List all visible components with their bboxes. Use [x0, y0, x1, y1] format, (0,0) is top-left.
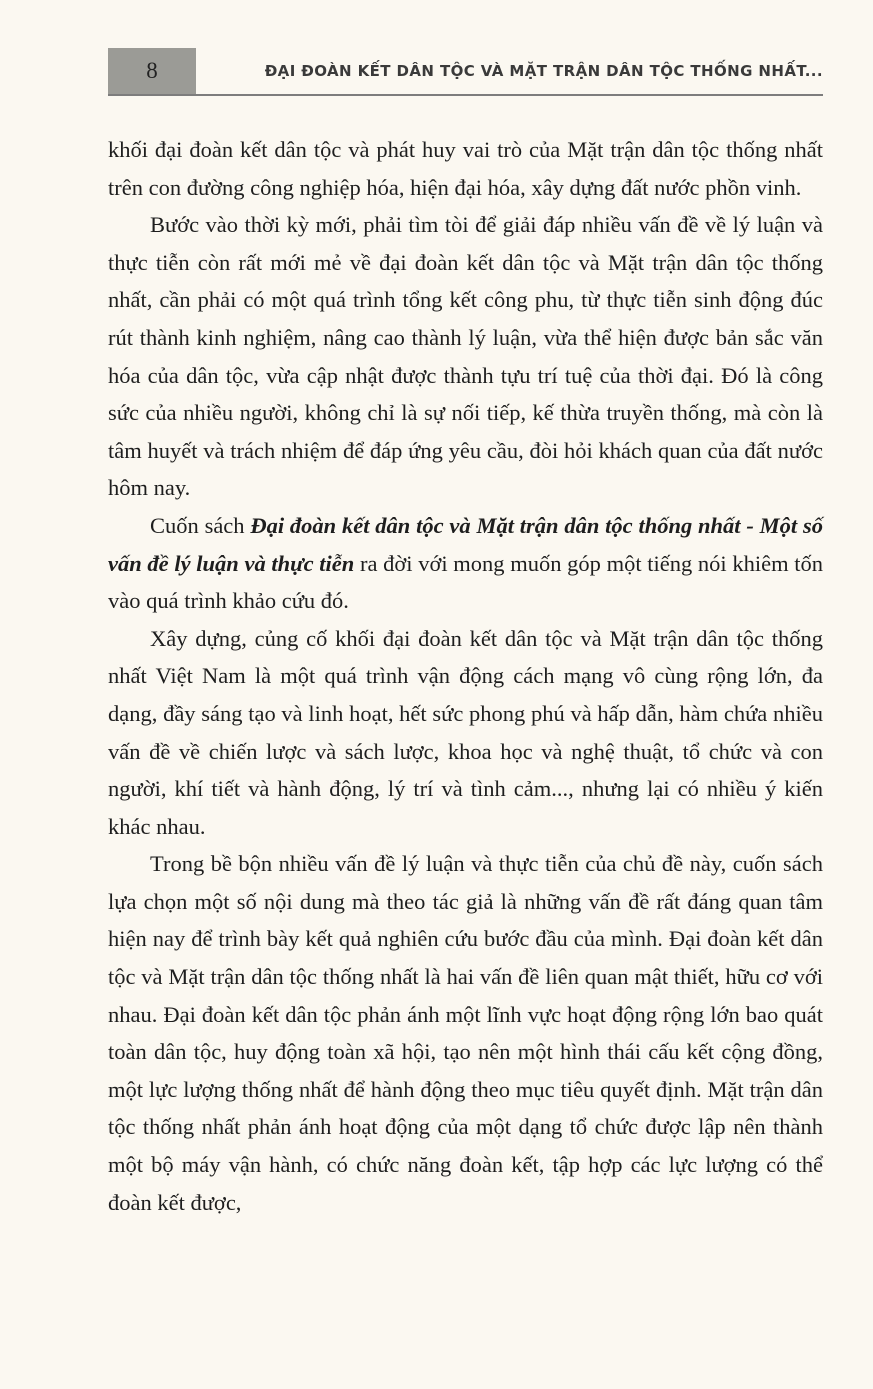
paragraph-book-intro — [108, 507, 823, 620]
page-number: 8 — [108, 48, 196, 94]
paragraph: Trong bề bộn nhiều vấn đề lý luận và thực tiễn của chủ đề này, cuốn sách lựa chọn một số nội dung mà theo tác giả là những vấn đề rất đáng quan tâm hiện nay để trình bày kết quả nghiên cứu bước đầu của mình. Đại đoàn kết dân tộc và Mặt trận dân tộc thống nhất là hai vấn đề liên quan mật thiết, hữu cơ với nhau. Đại đoàn kết dân tộc phản ánh một lĩnh vực hoạt động rộng lớn bao quát toàn dân tộc, huy động toàn xã hội, tạo nên một hình thái cấu kết cộng đồng, một lực lượng thống nhất để hành động theo mục tiêu quyết định. Mặt trận dân tộc thống nhất phản ánh hoạt động của một dạng tổ chức được lập nên thành một bộ máy vận hành, có chức năng đoàn kết, tập hợp các lực lượng có thể đoàn kết được, — [108, 851, 823, 1215]
paragraph: Xây dựng, củng cố khối đại đoàn kết dân tộc và Mặt trận dân tộc thống nhất Việt Nam là một quá trình vận động cách mạng vô cùng rộng lớn, đa dạng, đầy sáng tạo và linh hoạt, hết sức phong phú và hấp dẫn, hàm chứa nhiều vấn đề về chiến lược và sách lược, khoa học và nghệ thuật, tổ chức và con người, khí tiết và hành động, lý trí và tình cảm..., nhưng lại có nhiều ý kiến khác nhau. — [108, 625, 823, 839]
paragraph: Bước vào thời kỳ mới, phải tìm tòi để giải đáp nhiều vấn đề về lý luận và thực tiễn còn rất mới mẻ về đại đoàn kết dân tộc và Mặt trận dân tộc thống nhất, cần phải có một quá trình tổng kết công phu, từ thực tiễn sinh động đúc rút thành kinh nghiệm, nâng cao thành lý luận, vừa thể hiện được bản sắc văn hóa của dân tộc, vừa cập nhật được thành tựu trí tuệ của thời đại. Đó là công sức của nhiều người, không chỉ là sự nối tiếp, kế thừa truyền thống, mà còn là tâm huyết và trách nhiệm để đáp ứng yêu cầu, đòi hỏi khách quan của đất nước hôm nay. — [108, 212, 823, 501]
page-header — [108, 48, 823, 96]
text-span: ra đời với mong muốn góp một tiếng nói khiêm tốn vào quá trình khảo cứu đó. — [108, 550, 824, 614]
running-title: ĐẠI ĐOÀN KẾT DÂN TỘC VÀ MẶT TRẬN DÂN TỘC THỐNG NHẤT... — [264, 62, 823, 80]
book-title: Đại đoàn kết dân tộc và Mặt trận dân tộc thống nhất - Một số vấn đề lý luận và thực tiễn — [108, 512, 823, 576]
page-body — [108, 131, 823, 1221]
text-span: Cuốn sách — [150, 512, 251, 538]
paragraph-continued: khối đại đoàn kết dân tộc và phát huy vai trò của Mặt trận dân tộc thống nhất trên con đường công nghiệp hóa, hiện đại hóa, xây dựng đất nước phồn vinh. — [108, 137, 823, 200]
